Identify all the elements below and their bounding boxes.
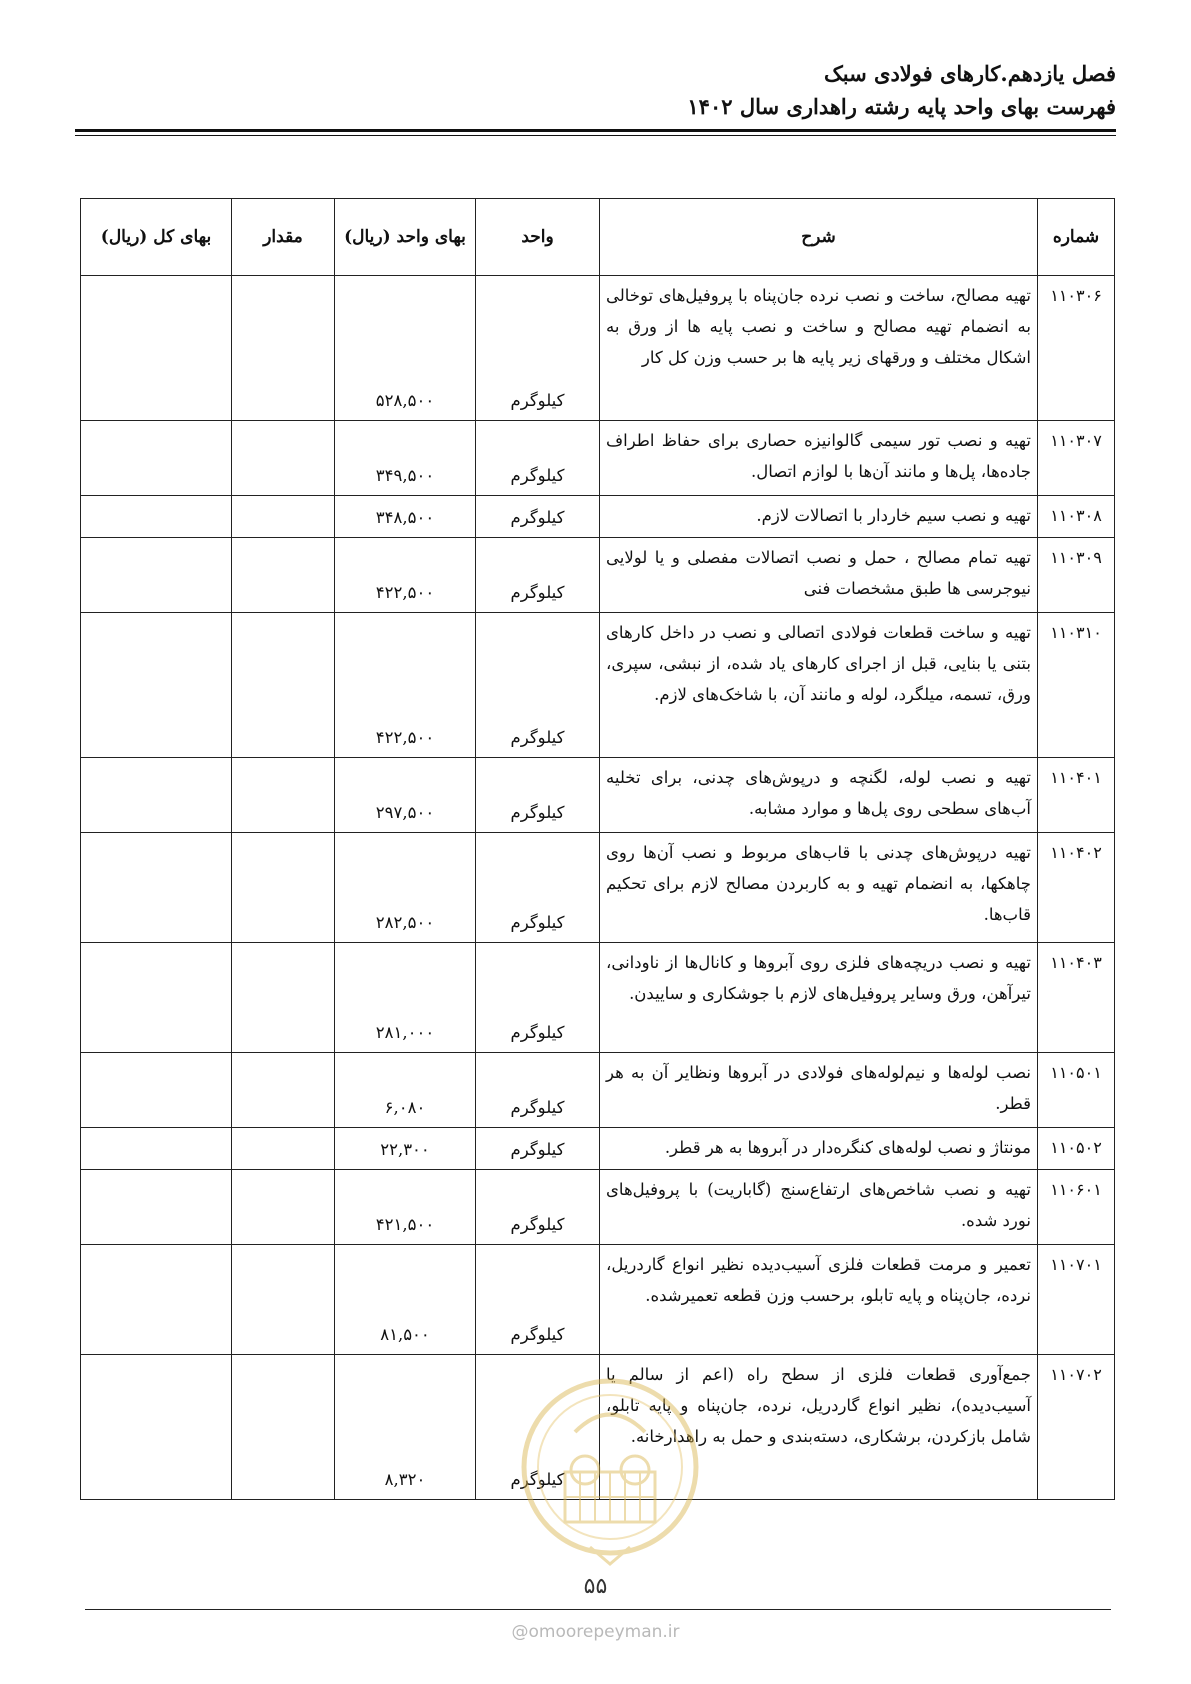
item-description: تهیه تمام مصالح ، حمل و نصب اتصالات مفصلی و یا لولایی نیوجرسی ها طبق مشخصات فنی bbox=[600, 538, 1038, 613]
page-header bbox=[66, 58, 1116, 124]
item-total-price bbox=[81, 758, 232, 833]
document-subtitle: فهرست بهای واحد پایه رشته راهداری سال ۱۴۰۲ bbox=[687, 94, 1116, 119]
item-quantity bbox=[232, 276, 335, 421]
table-row bbox=[81, 421, 1115, 496]
item-total-price bbox=[81, 1355, 232, 1500]
item-total-price bbox=[81, 1053, 232, 1128]
item-total-price bbox=[81, 538, 232, 613]
page-number: ۵۵ bbox=[583, 1574, 608, 1599]
website-watermark: @omoorepeyman.ir bbox=[511, 1622, 680, 1642]
item-description: تعمیر و مرمت قطعات فلزی آسیب‌دیده نظیر انواع گاردریل، نرده، جان‌پناه و پایه تابلو، برحسب وزن قطعه تعمیرشده. bbox=[600, 1245, 1038, 1355]
table-row bbox=[81, 833, 1115, 943]
header-number: شماره bbox=[1038, 199, 1115, 276]
table-row bbox=[81, 276, 1115, 421]
item-number: ۱۱۰۷۰۱ bbox=[1038, 1245, 1115, 1355]
table-row bbox=[81, 496, 1115, 538]
item-number: ۱۱۰۳۰۷ bbox=[1038, 421, 1115, 496]
item-number: ۱۱۰۷۰۲ bbox=[1038, 1355, 1115, 1500]
table-row bbox=[81, 613, 1115, 758]
item-unit: کیلوگرم bbox=[476, 1053, 600, 1128]
chapter-title: فصل یازدهم.کارهای فولادی سبک bbox=[823, 61, 1116, 86]
table-row bbox=[81, 1128, 1115, 1170]
table-row bbox=[81, 758, 1115, 833]
item-quantity bbox=[232, 613, 335, 758]
item-unit: کیلوگرم bbox=[476, 943, 600, 1053]
item-quantity bbox=[232, 1053, 335, 1128]
table-row bbox=[81, 943, 1115, 1053]
item-quantity bbox=[232, 833, 335, 943]
header-unit-price: بهای واحد (ریال) bbox=[335, 199, 476, 276]
item-unit: کیلوگرم bbox=[476, 1170, 600, 1245]
item-number: ۱۱۰۵۰۲ bbox=[1038, 1128, 1115, 1170]
table-header-row bbox=[81, 199, 1115, 276]
item-number: ۱۱۰۳۰۸ bbox=[1038, 496, 1115, 538]
item-description: تهیه و نصب لوله، لگنچه و درپوش‌های چدنی، برای تخلیه آب‌های سطحی روی پل‌ها و موارد مشابه. bbox=[600, 758, 1038, 833]
item-description: تهیه و ساخت قطعات فولادی اتصالی و نصب در داخل کارهای بتنی یا بنایی، قبل از اجرای کارهای یاد شده، از نبشی، سپری، ورق، تسمه، میلگرد، لوله و مانند آن، با شاخک‌های لازم. bbox=[600, 613, 1038, 758]
item-unit: کیلوگرم bbox=[476, 276, 600, 421]
item-unit: کیلوگرم bbox=[476, 758, 600, 833]
item-quantity bbox=[232, 943, 335, 1053]
item-total-price bbox=[81, 1128, 232, 1170]
item-unit-price: ۳۴۸,۵۰۰ bbox=[335, 496, 476, 538]
item-total-price bbox=[81, 1245, 232, 1355]
item-description: تهیه مصالح، ساخت و نصب نرده جان‌پناه با پروفیل‌های توخالی به انضمام تهیه مصالح و ساخت و نصب پایه ها از ورق به اشکال مختلف و ورقهای زیر پایه ها بر حسب وزن کل کار bbox=[600, 276, 1038, 421]
item-unit-price: ۲۸۱,۰۰۰ bbox=[335, 943, 476, 1053]
item-unit-price: ۸,۳۲۰ bbox=[335, 1355, 476, 1500]
item-unit-price: ۲۸۲,۵۰۰ bbox=[335, 833, 476, 943]
item-quantity bbox=[232, 1128, 335, 1170]
item-description: تهیه و نصب دریچه‌های فلزی روی آبروها و کانال‌ها از ناودانی، تیرآهن، ورق وسایر پروفیل‌های لازم با جوشکاری و ساییدن. bbox=[600, 943, 1038, 1053]
table-row bbox=[81, 1053, 1115, 1128]
item-number: ۱۱۰۶۰۱ bbox=[1038, 1170, 1115, 1245]
item-description: نصب لوله‌ها و نیم‌لوله‌های فولادی در آبروها ونظایر آن به هر قطر. bbox=[600, 1053, 1038, 1128]
item-unit-price: ۲۹۷,۵۰۰ bbox=[335, 758, 476, 833]
item-unit: کیلوگرم bbox=[476, 833, 600, 943]
item-unit-price: ۸۱,۵۰۰ bbox=[335, 1245, 476, 1355]
item-unit-price: ۴۲۱,۵۰۰ bbox=[335, 1170, 476, 1245]
item-quantity bbox=[232, 496, 335, 538]
item-unit-price: ۶,۰۸۰ bbox=[335, 1053, 476, 1128]
item-unit-price: ۲۲,۳۰۰ bbox=[335, 1128, 476, 1170]
item-quantity bbox=[232, 1170, 335, 1245]
item-total-price bbox=[81, 421, 232, 496]
item-quantity bbox=[232, 538, 335, 613]
item-unit-price: ۴۲۲,۵۰۰ bbox=[335, 538, 476, 613]
item-unit: کیلوگرم bbox=[476, 613, 600, 758]
header-description: شرح bbox=[600, 199, 1038, 276]
seal-watermark bbox=[515, 1372, 705, 1572]
item-unit-price: ۳۴۹,۵۰۰ bbox=[335, 421, 476, 496]
item-unit: کیلوگرم bbox=[476, 538, 600, 613]
item-quantity bbox=[232, 758, 335, 833]
header-quantity: مقدار bbox=[232, 199, 335, 276]
item-description: تهیه درپوش‌های چدنی با قاب‌های مربوط و نصب آن‌ها روی چاهکها، به انضمام تهیه و به کاربردن مصالح لازم برای تحکیم قاب‌ها. bbox=[600, 833, 1038, 943]
item-description: تهیه و نصب سیم خاردار با اتصالات لازم. bbox=[600, 496, 1038, 538]
item-total-price bbox=[81, 1170, 232, 1245]
item-number: ۱۱۰۴۰۳ bbox=[1038, 943, 1115, 1053]
item-unit: کیلوگرم bbox=[476, 1245, 600, 1355]
item-unit: کیلوگرم bbox=[476, 1128, 600, 1170]
table-row bbox=[81, 538, 1115, 613]
item-unit-price: ۵۲۸,۵۰۰ bbox=[335, 276, 476, 421]
item-total-price bbox=[81, 613, 232, 758]
header-total-price: بهای کل (ریال) bbox=[81, 199, 232, 276]
item-description: مونتاژ و نصب لوله‌های کنگره‌دار در آبروها به هر قطر. bbox=[600, 1128, 1038, 1170]
item-unit: کیلوگرم bbox=[476, 421, 600, 496]
item-description: تهیه و نصب شاخص‌های ارتفاع‌سنج (گاباریت) با پروفیل‌های نورد شده. bbox=[600, 1170, 1038, 1245]
item-number: ۱۱۰۴۰۲ bbox=[1038, 833, 1115, 943]
item-unit: کیلوگرم bbox=[476, 1355, 600, 1500]
price-table bbox=[80, 198, 1115, 1500]
item-description: جمع‌آوری قطعات فلزی از سطح راه (اعم از سالم یا آسیب‌دیده)، نظیر انواع گاردریل، نرده، جان‌پناه و پایه تابلو، شامل بازکردن، برشکاری، دسته‌بندی و حمل به راهدارخانه. bbox=[600, 1355, 1038, 1500]
item-total-price bbox=[81, 943, 232, 1053]
footer-rule bbox=[85, 1609, 1111, 1610]
header-rule-thin bbox=[75, 135, 1116, 136]
item-number: ۱۱۰۳۰۶ bbox=[1038, 276, 1115, 421]
item-total-price bbox=[81, 833, 232, 943]
header-rule-thick bbox=[75, 129, 1116, 132]
item-number: ۱۱۰۵۰۱ bbox=[1038, 1053, 1115, 1128]
item-quantity bbox=[232, 1245, 335, 1355]
item-total-price bbox=[81, 496, 232, 538]
table-row bbox=[81, 1245, 1115, 1355]
item-unit-price: ۴۲۲,۵۰۰ bbox=[335, 613, 476, 758]
item-total-price bbox=[81, 276, 232, 421]
item-description: تهیه و نصب تور سیمی گالوانیزه حصاری برای حفاظ اطراف جاده‌ها، پل‌ها و مانند آن‌ها با لوازم اتصال. bbox=[600, 421, 1038, 496]
item-unit: کیلوگرم bbox=[476, 496, 600, 538]
item-quantity bbox=[232, 421, 335, 496]
item-quantity bbox=[232, 1355, 335, 1500]
item-number: ۱۱۰۴۰۱ bbox=[1038, 758, 1115, 833]
item-number: ۱۱۰۳۰۹ bbox=[1038, 538, 1115, 613]
item-number: ۱۱۰۳۱۰ bbox=[1038, 613, 1115, 758]
header-unit: واحد bbox=[476, 199, 600, 276]
table-row bbox=[81, 1170, 1115, 1245]
